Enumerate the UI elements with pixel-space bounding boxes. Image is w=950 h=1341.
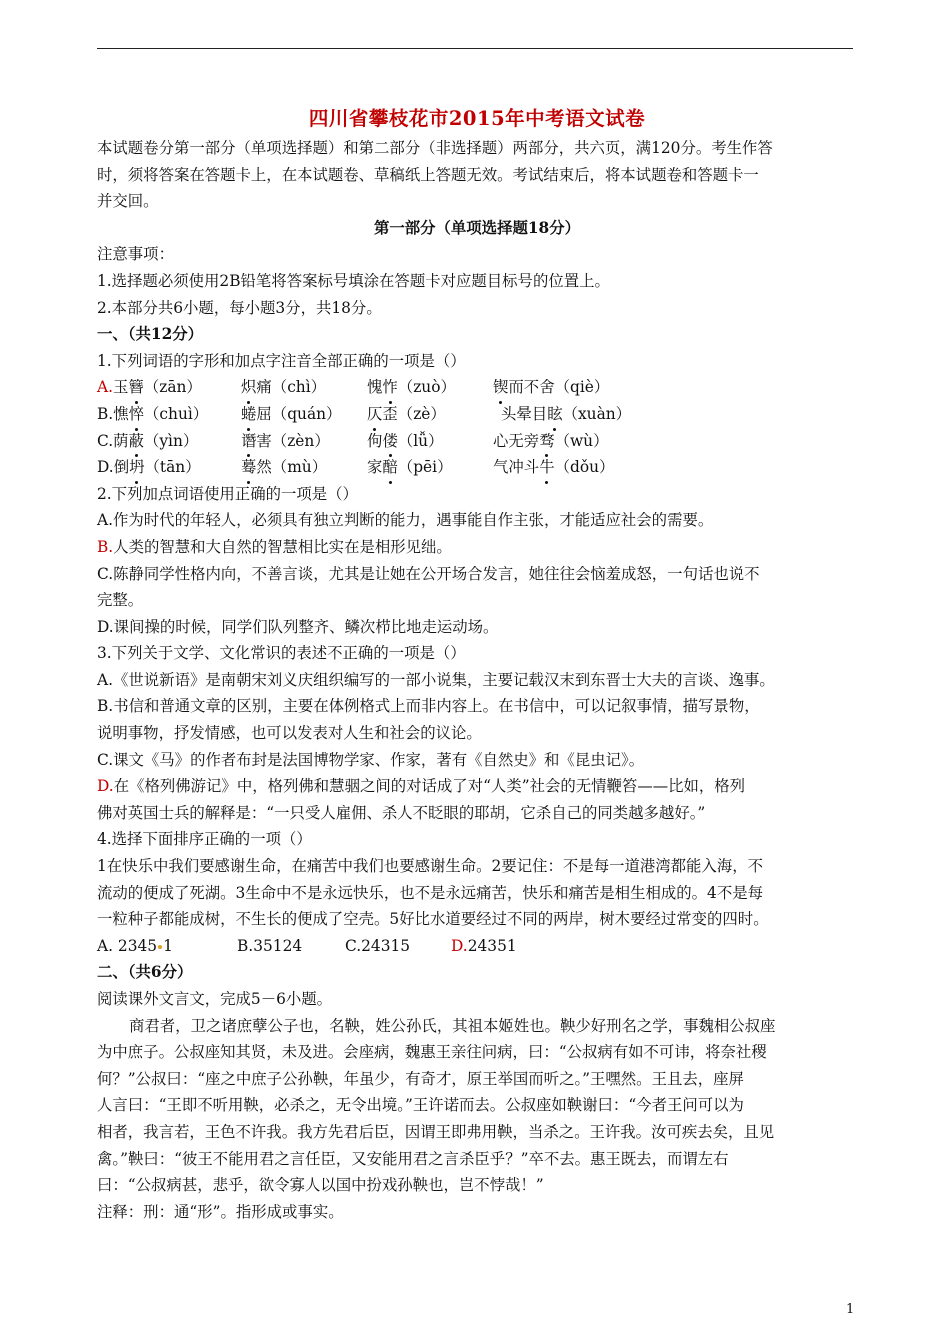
- word-part: 痛（chì）: [256, 378, 327, 397]
- word-part: 家: [367, 458, 383, 477]
- option-text: C.课文《马》的作者布封是法国博物学家、作家，著有《自然史》和《昆虫记》。: [97, 750, 645, 769]
- dotted-char: 蓦: [241, 454, 256, 481]
- section-heading: 二、（共6分）: [97, 963, 193, 982]
- dotted-char: 眩: [547, 401, 562, 428]
- dotted-char: 锲: [493, 374, 508, 401]
- q1-option-b: [97, 401, 857, 428]
- reading-intro: 阅读课外文言文，完成5－6小题。: [97, 990, 333, 1008]
- passage-line: 何？”公叔曰：“座之中庶子公孙鞅，年虽少，有奇才，原王举国而听之。”王嘿然。王且去，座屏: [97, 1069, 744, 1088]
- dotted-char: 牛: [539, 454, 554, 481]
- passage-line: 相者，我言若，王色不许我。我方先君后臣，因谓王即弗用鞅，当杀之。王许我。汝可疾去矣，且见: [97, 1122, 775, 1141]
- option-text: 佛对英国士兵的解释是：“一只受人雇佣、杀人不眨眼的耶胡，它杀自己的同类越多越好。”: [97, 803, 706, 822]
- word-part: （pēi）: [397, 458, 453, 477]
- option-letter: D.: [97, 777, 114, 796]
- passage-line: 商君者，卫之诸庶孽公子也，名鞅，姓公孙氏，其祖本姬姓也。鞅少好刑名之学，事魏相公叔座: [129, 1016, 776, 1035]
- classical-passage: [97, 1013, 857, 1199]
- question-stem: 3.下列关于文学、文化常识的表述不正确的一项是（）: [97, 644, 466, 663]
- sentence-line: 1在快乐中我们要感谢生命，在痛苦中我们也要感谢生命。2要记住：不是每一道港湾都能入海，不: [97, 857, 763, 876]
- word-part: （zān）: [143, 378, 202, 397]
- option-letter: D.: [97, 458, 114, 477]
- option-text: D.课间操的时候，同学们队列整齐、鳞次栉比地走运动场。: [97, 617, 499, 636]
- option-d: 24351: [467, 936, 517, 955]
- option-letter: C.: [97, 431, 114, 450]
- word-part: 愧: [367, 378, 383, 397]
- option-body: 人类的智慧和大自然的智慧相比实在是相形见绌。: [113, 537, 452, 556]
- word-part: 气冲斗: [493, 458, 540, 477]
- word-part: （chuì）: [144, 404, 209, 423]
- word-part: 憔: [113, 404, 129, 423]
- word-part: （yìn）: [143, 431, 199, 450]
- word-part: 歪（zè）: [382, 404, 446, 423]
- word-part: 而不舍（qiè）: [508, 378, 610, 397]
- word-part: 荫: [113, 431, 129, 450]
- word-part: （wù）: [554, 431, 609, 450]
- page-title: 四川省攀枝花市2015年中考语文试卷: [308, 107, 646, 130]
- passage-line: 曰：“公叔病甚，悲乎，欲令寡人以国中扮戏孙鞅也，岂不悖哉！”: [97, 1176, 544, 1195]
- word-part: （lǚ）: [397, 431, 444, 450]
- notice-label: 注意事项：: [97, 245, 174, 264]
- word-part: 然（mù）: [256, 458, 328, 477]
- word-part: 倒: [113, 458, 130, 477]
- option-text: A.《世说新语》是南朝宋刘义庆组织编写的一部小说集，主要记载汉末到东晋士大夫的言谈、逸事。: [97, 670, 775, 689]
- option-text: 完整。: [97, 591, 144, 610]
- dotted-char: 炽: [241, 374, 256, 401]
- q1-option-a: [97, 374, 857, 401]
- dotted-char: 怍: [382, 374, 397, 401]
- header-rule: [97, 48, 853, 49]
- dotted-char: 簪: [128, 374, 143, 401]
- passage-line: 禽。”鞅曰：“彼王不能用君之言任臣，又安能用君之言杀臣乎？”卒不去。惠王既去，而谓左右: [97, 1149, 729, 1168]
- notice-item: 1.选择题必须使用2B铅笔将答案标号填涂在答题卡对应题目标号的位置上。: [97, 271, 610, 290]
- dotted-char: 蔽: [129, 428, 144, 455]
- option-text: B.书信和普通文章的区别，主要在体例格式上而非内容上。在书信中，可以记叙事情，描写景物，: [97, 697, 760, 716]
- q1-option-d: [97, 454, 857, 481]
- dotted-char: 仄: [367, 401, 382, 428]
- option-a: A. 2345: [97, 936, 158, 955]
- option-letter: B.: [97, 404, 114, 423]
- option-letter: B.: [97, 537, 114, 556]
- section-heading: 一、（共12分）: [97, 325, 204, 344]
- option-a-tail: 1: [163, 936, 173, 955]
- intro-line: 本试题卷分第一部分（单项选择题）和第二部分（非选择题）两部分，共六页，满120分。考生作答: [97, 139, 773, 157]
- option-b: B.35124: [237, 936, 303, 955]
- annotation-note: 注释：刑：通“形”。指形成或事实。: [97, 1202, 344, 1221]
- option-text: C.陈静同学性格内向，不善言谈，尤其是让她在公开场合发言，她往往会恼羞成怒，一句话也说不: [97, 564, 760, 583]
- word-part: （dǒu）: [554, 458, 615, 477]
- word-part: 害（zèn）: [256, 431, 330, 450]
- option-letter: D.: [451, 936, 468, 955]
- word-part: （xuàn）: [562, 404, 632, 423]
- word-part: （tān）: [144, 458, 201, 477]
- word-part: （zuò）: [397, 378, 456, 397]
- option-text: [97, 773, 857, 800]
- q4-options: [97, 933, 857, 960]
- intro-line: 时，须将答案在答题卡上，在本试题卷、草稿纸上答题无效。考试结束后，将本试题卷和答题卡一: [97, 165, 759, 184]
- sentence-line: 一粒种子都能成树，不生长的便成了空壳。5好比水道要经过不同的两岸，树木要经过常变的四时。: [97, 910, 769, 929]
- intro: [97, 135, 857, 215]
- dotted-char: 谮: [241, 428, 256, 455]
- option-text: [97, 534, 857, 561]
- page-number: 1: [846, 1302, 855, 1317]
- question-stem: 4.选择下面排序正确的一项（）: [97, 830, 312, 849]
- dotted-char: 醅: [382, 454, 397, 481]
- option-body: 在《格列佛游记》中，格列佛和慧骃之间的对话成了对“人类”社会的无情鞭笞——比如，格列: [113, 777, 746, 796]
- option-text: A.作为时代的年轻人，必须具有独立判断的能力，遇事能自作主张，才能适应社会的需要。: [97, 511, 714, 530]
- part1-heading: 第一部分（单项选择题18分）: [373, 218, 581, 237]
- notice-item: 2.本部分共6小题，每小题3分，共18分。: [97, 298, 382, 317]
- dotted-char: 坍: [129, 454, 144, 481]
- word-part: 心无旁: [493, 431, 540, 450]
- question-stem: 1.下列词语的字形和加点字注音全部正确的一项是（）: [97, 351, 466, 370]
- sentence-line: 流动的便成了死湖。3生命中不是永远快乐，也不是永远痛苦，快乐和痛苦是相生相成的。4不是每: [97, 883, 763, 902]
- option-text: 说明事物，抒发情感，也可以发表对人生和社会的议论。: [97, 724, 482, 743]
- option-letter: A.: [97, 378, 114, 397]
- dotted-char: 骛: [539, 428, 554, 455]
- passage-line: 为中庶子。公叔座知其贤，未及进。会座病，魏惠王亲往问病，曰：“公叔病有如不可讳，将奈社稷: [97, 1043, 767, 1062]
- word-part: 玉: [113, 378, 129, 397]
- word-part: 佝: [367, 431, 383, 450]
- dotted-char: 蜷: [241, 401, 256, 428]
- dotted-char: 偻: [382, 428, 397, 455]
- dotted-char: 悴: [129, 401, 144, 428]
- option-c: C.24315: [345, 936, 411, 955]
- passage-line: 人言曰：“王即不听用鞅，必杀之，无令出境。”王许诺而去。公叔座如鞅谢曰：“今者王问可以为: [97, 1096, 744, 1115]
- intro-line: 并交回。: [97, 192, 159, 211]
- word-part: 头晕目: [501, 404, 548, 423]
- document-body: [97, 104, 857, 1225]
- mark-dot: [158, 945, 162, 949]
- question-stem: 2.下列加点词语使用正确的一项是（）: [97, 484, 358, 503]
- q1-option-c: [97, 428, 857, 455]
- word-part: 屈（quán）: [256, 404, 342, 423]
